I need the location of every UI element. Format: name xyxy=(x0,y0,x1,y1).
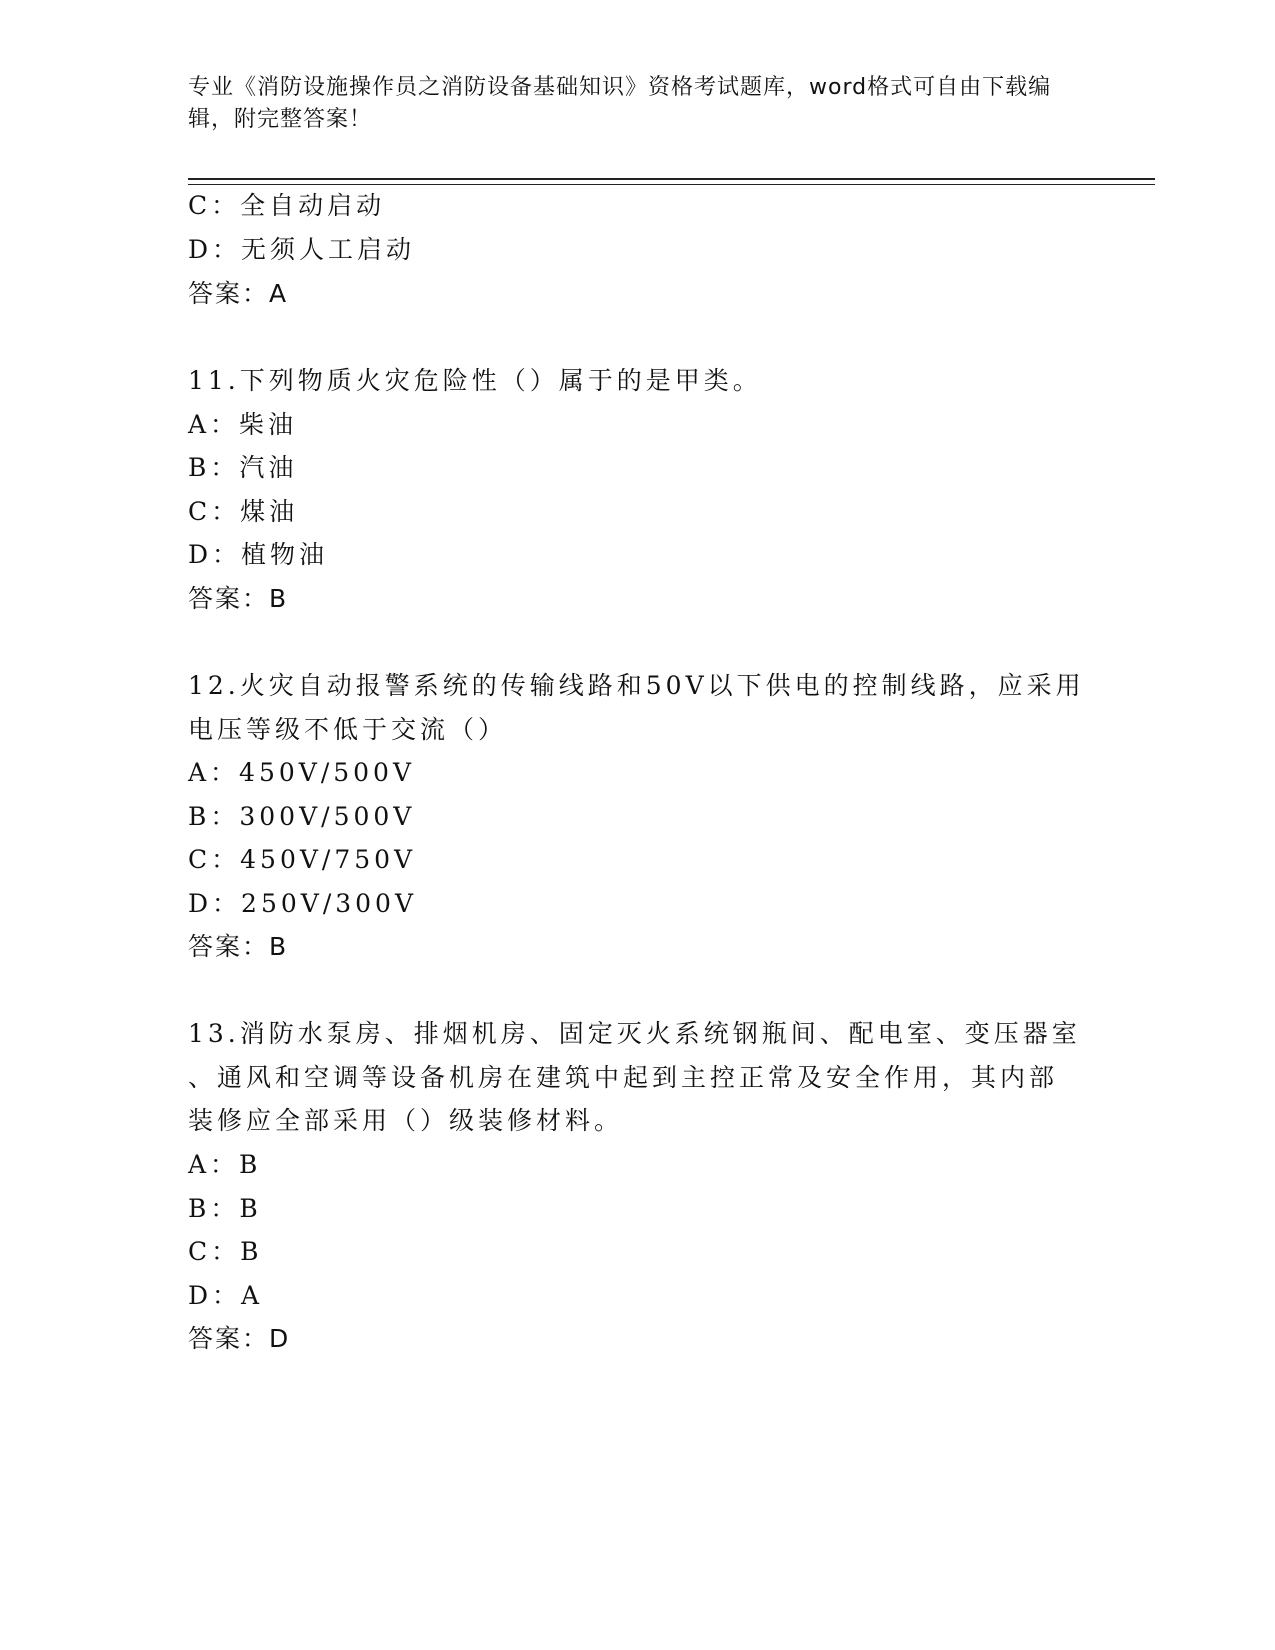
question-13-stem-line-1: 13.消防水泵房、排烟机房、固定灭火系统钢瓶间、配电室、变压器室 xyxy=(188,1019,1081,1048)
document-header: 专业《消防设施操作员之消防设备基础知识》资格考试题库，word格式可自由下载编辑，附完整答案！ xyxy=(188,75,1052,132)
answer-line: 答案：B xyxy=(188,584,289,613)
question-13-stem-line-3: 装修应全部采用（）级装修材料。 xyxy=(188,1106,624,1135)
option-c: C：全自动启动 xyxy=(188,191,386,220)
option-d: D：A xyxy=(188,1281,264,1310)
option-a: A：B xyxy=(188,1150,262,1179)
option-d: D：250V/300V xyxy=(188,889,418,918)
answer-line: 答案：D xyxy=(188,1324,291,1353)
question-11-stem: 11.下列物质火灾危险性（）属于的是甲类。 xyxy=(188,366,762,395)
question-13-stem-line-2: 、通风和空调等设备机房在建筑中起到主控正常及安全作用，其内部 xyxy=(188,1063,1059,1092)
option-a: A：柴油 xyxy=(188,410,298,439)
option-c: C：450V/750V xyxy=(188,845,417,874)
option-d: D：植物油 xyxy=(188,540,329,569)
answer-line: 答案：B xyxy=(188,932,289,961)
option-b: B：汽油 xyxy=(188,453,298,482)
question-12-stem-line-1: 12.火灾自动报警系统的传输线路和50V以下供电的控制线路，应采用 xyxy=(188,671,1085,700)
header-divider-thin xyxy=(188,184,1155,185)
option-b: B：300V/500V xyxy=(188,802,416,831)
option-d: D：无须人工启动 xyxy=(188,235,416,264)
option-b: B：B xyxy=(188,1194,262,1223)
option-a: A：450V/500V xyxy=(188,758,416,787)
option-c: C：B xyxy=(188,1237,263,1266)
answer-line: 答案：A xyxy=(188,279,289,308)
header-divider-thick xyxy=(188,178,1155,180)
question-12-stem-line-2: 电压等级不低于交流（） xyxy=(188,715,508,744)
option-c: C：煤油 xyxy=(188,497,299,526)
